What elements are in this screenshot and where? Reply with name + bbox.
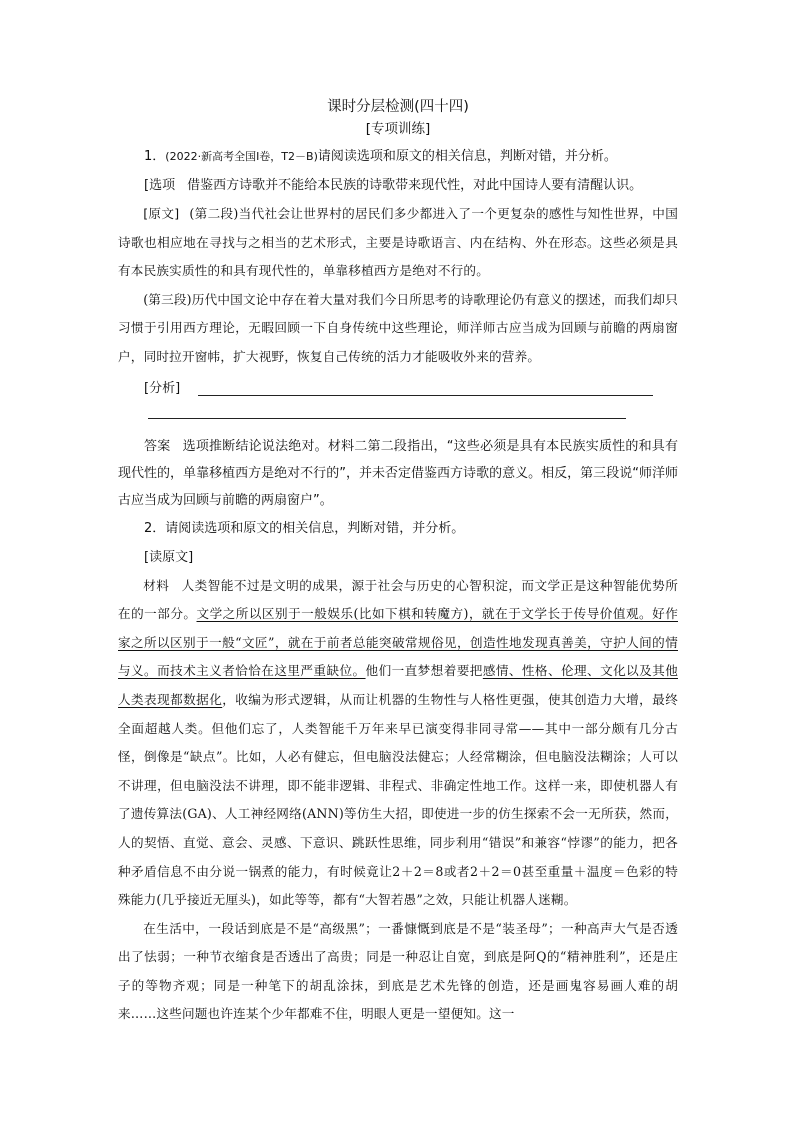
material-underlined-1: 文学之所以区别于一般娱乐(比如下棋和转魔方)，就在于文学长于传导价值观。好作家之所以区别于一般“文匠”，就在于前者总能突破常规俗见，创造性地发现真善美，守护人间的情与义。而技术主义者恰恰在这里严重缺位。	[118, 606, 678, 679]
answer-tag: 答案	[144, 438, 171, 454]
question-instruction: 请阅读选项和原文的相关信息，判断对错，并分析。	[317, 149, 617, 164]
material-paragraph-1	[118, 572, 678, 915]
original-tag: [原文]	[143, 206, 180, 221]
question-number: 1．	[144, 149, 166, 164]
section-subtitle: [专项训练]	[365, 121, 431, 137]
analysis-blank-line-2[interactable]	[148, 417, 626, 419]
question-source: (2022·新高考全国Ⅰ卷，T2－B)	[165, 150, 318, 163]
question-2-prompt	[118, 514, 678, 543]
page-title: 课时分层检测(四十四)	[327, 99, 469, 115]
analysis-blank-line-1[interactable]	[198, 381, 653, 396]
read-original-tag: [读原文]	[144, 549, 194, 565]
material-text-a: 人类智能不过是文明的成果，源于社会与历史的心智积淀，而文学正是这种智能优势所在的一部分。	[118, 577, 678, 622]
question-1-prompt	[118, 142, 678, 171]
analysis-line	[118, 374, 678, 403]
original-text-1: (第二段)当代社会让世界村的居民们多少都进入了一个更复杂的感性与知性世界，中国诗歌也相应地在寻找与之相当的艺术形式，主要是诗歌语言、内在结构、外在形态。这些必须是具有本民族实质性的和具有现代性的，单靠移植西方是绝对不行的。	[118, 206, 678, 279]
option-tag: [选项	[144, 178, 176, 193]
document-page	[118, 96, 678, 1029]
option-text: 借鉴西方诗歌并不能给本民族的诗歌带来现代性，对此中国诗人要有清醒认识。	[187, 178, 643, 193]
material-tag: 材料	[143, 577, 170, 593]
analysis-tag: [分析]	[144, 380, 181, 396]
material-text-b: 他们一直梦想着要把	[365, 663, 483, 679]
material-underlined-2: 感情、性格、伦理、文化以及其他人类表现都数据化	[118, 663, 678, 707]
original-paragraph-2: (第三段)历代中国文论中存在着大量对我们今日所思考的诗歌理论仍有意义的摆述，而我们却只习惯于引用西方理论，无暇回顾一下自身传统中这些理论，师洋师古应当成为回顾与前瞻的两扇窗户，同时拉开窗帏，扩大视野，恢复自己传统的活力才能吸收外来的营养。	[118, 291, 678, 364]
option-line	[118, 171, 678, 200]
material-text-c: ，收编为形式逻辑，从而让机器的生物性与人格性更强，使其创造力大增，最终全面超越人类。但他们忘了，人类智能千万年来早已演变得非同寻常——其中一部分颇有几分古怪，倒像是“缺点”。比如，人必有健忘，但电脑没法健忘；人经常糊涂，但电脑没法糊涂；人可以不讲理，但电脑没法不讲理，即不能非逻辑、非程式、非确定性地工作。这样一来，即使机器人有了遗传算法(GA)、人工神经网络(ANN)等仿生大招，即使进一步的仿生探索不会一无所获，然而，人的契悟、直觉、意会、灵感、下意识、跳跃性思维，同步利用“错误”和兼容“悖谬”的能力，把各种矛盾信息不由分说一锅煮的能力，有时候竟让2＋2＝8或者2＋2＝0甚至重量＋温度＝色彩的特殊能力(几乎接近无厘头)，如此等等，都有“大智若愚”之效，只能让机器人迷糊。	[118, 691, 678, 908]
answer-paragraph	[118, 433, 678, 514]
question-number: 2．	[144, 520, 166, 536]
material-paragraph-2: 在生活中，一段话到底是不是“高级黑”；一番慷慨到底是不是“装圣母”；一种高声大气是否透出了怯弱；一种节衣缩食是否透出了高贵；同是一种忍让自宽，到底是阿Q的“精神胜利”，还是庄子的等物齐观；同是一种笔下的胡乱涂抹，到底是艺术先锋的创造，还是画鬼容易画人难的胡来……这些问题也许连某个少年都难不住，明眼人更是一望便知。这一	[118, 920, 678, 1022]
original-paragraph-1	[118, 200, 678, 286]
question-instruction: 请阅读选项和原文的相关信息，判断对错，并分析。	[165, 520, 465, 536]
answer-text: 选项推断结论说法绝对。材料二第二段指出，“这些必须是具有本民族实质性的和具有现代性的，单靠移植西方是绝对不行的”，并未否定借鉴西方诗歌的意义。相反，第三段说“师洋师古应当成为回顾与前瞻的两扇窗户”。	[118, 438, 678, 508]
